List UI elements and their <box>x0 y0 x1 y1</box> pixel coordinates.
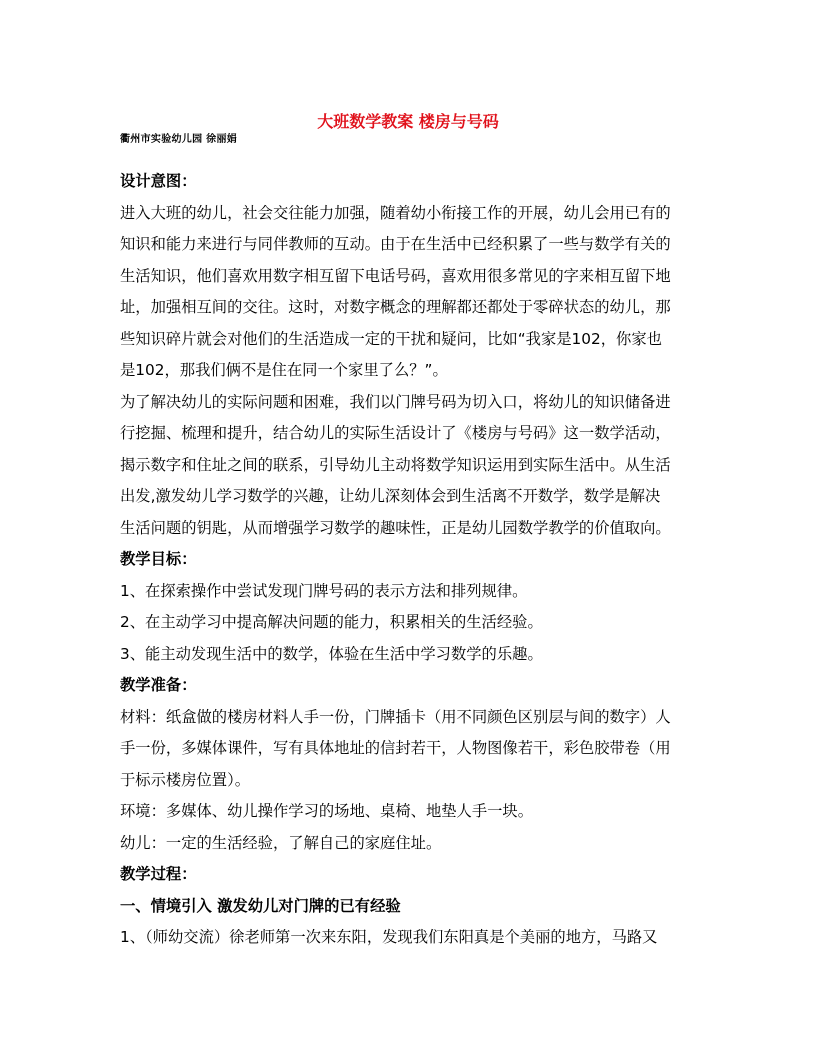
body-line: 于标示楼房位置）。 <box>120 770 251 789</box>
body-line: 手一份，多媒体课件，写有具体地址的信封若干，人物图像若干，彩色胶带卷（用 <box>120 739 671 757</box>
section-heading: 教学过程： <box>120 865 197 883</box>
body-line: 环境：多媒体、幼儿操作学习的场地、桌椅、地垫人手一块。 <box>120 802 534 820</box>
body-line: 进入大班的幼儿，社会交往能力加强，随着幼小衔接工作的开展，幼儿会用已有的 <box>120 203 671 222</box>
body-line: 3、能主动发现生活中的数学，体验在生活中学习数学的乐趣。 <box>120 644 543 663</box>
body-line: 址，加强相互间的交往。这时，对数字概念的理解都还都处于零碎状态的幼儿，那 <box>120 298 671 316</box>
body-line: 材料：纸盒做的楼房材料人手一份，门牌插卡（用不同颜色区别层与间的数字）人 <box>120 707 671 726</box>
body-line: 2、在主动学习中提高解决问题的能力，积累相关的生活经验。 <box>120 613 543 631</box>
body-line: 行挖掘、梳理和提升，结合幼儿的实际生活设计了《楼房与号码》这一数学活动， <box>120 424 671 442</box>
body-line: 些知识碎片就会对他们的生活造成一定的干扰和疑问，比如“我家是102，你家也 <box>120 329 662 348</box>
document-title: 大班数学教案 楼房与号码 <box>317 112 499 131</box>
body-line: 1、在探索操作中尝试发现门牌号码的表示方法和排列规律。 <box>120 581 528 600</box>
body-line: 出发,激发幼儿学习数学的兴趣，让幼儿深刻体会到生活离不开数学，数学是解决 <box>120 487 661 505</box>
body-line: 生活知识，他们喜欢用数字相互留下电话号码，喜欢用很多常见的字来相互留下地 <box>120 266 671 285</box>
body-line: 为了解决幼儿的实际问题和困难，我们以门牌号码为切入口，将幼儿的知识储备进 <box>120 392 671 411</box>
section-heading: 一、情境引入 激发幼儿对门牌的已有经验 <box>120 896 401 915</box>
section-heading: 设计意图： <box>120 172 197 190</box>
body-line: 生活问题的钥匙，从而增强学习数学的趣味性，正是幼儿园数学教学的价值取向。 <box>120 518 671 537</box>
body-line: 1、（师幼交流）徐老师第一次来东阳，发现我们东阳真是个美丽的地方，马路又 <box>120 928 658 946</box>
section-heading: 教学准备： <box>120 676 197 694</box>
body-line: 幼儿：一定的生活经验，了解自己的家庭住址。 <box>120 833 442 852</box>
section-heading: 教学目标： <box>120 550 197 568</box>
body-line: 是102，那我们俩不是住在同一个家里了么？”。 <box>120 361 448 379</box>
body-line: 知识和能力来进行与同伴教师的互动。由于在生活中已经积累了一些与数学有关的 <box>120 235 671 253</box>
body-line: 揭示数字和住址之间的联系，引导幼儿主动将数学知识运用到实际生活中。从生活 <box>120 455 671 474</box>
document-body <box>120 166 700 954</box>
author-line: 衢州市实验幼儿园 徐丽娟 <box>120 134 238 145</box>
